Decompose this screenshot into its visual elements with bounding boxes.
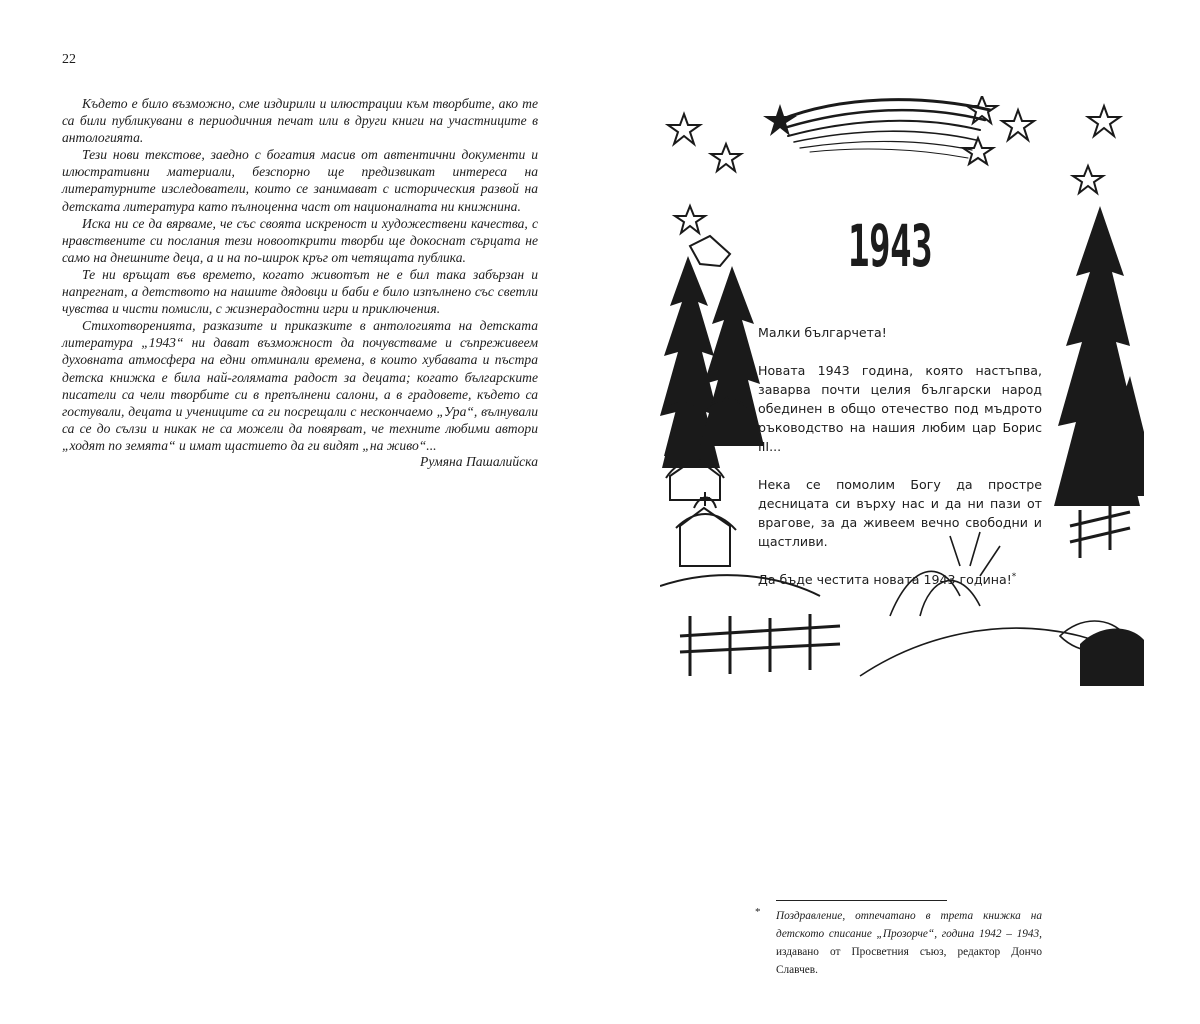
paragraph: Стихотворенията, разказите и приказките в антологията на детската литература „1943“ ни дават възможност да почувстваме и съпреживеем духовната атмосфера на едни отминали времена, в които хубавата и пъстра детска книжка е била най-голямата радост за децата; когато българските писатели са чели творбите си в препълнени салони, а в градовете, където са гостували, децата и учениците са ги посрещали с нескончаемо „Ура“, вълнували са се до сълзи и никак не са можели да повярват, че техните любими автори „ходят по земята“ и имат щастието да ги видят „на живо“... xyxy=(62,318,538,453)
intro-text xyxy=(62,95,538,454)
footnote-intro: Поздравление, отпечатано в трета книжка на детското списание „Прозорче“, година 1942 – 1943, xyxy=(776,910,1042,940)
author-signature: Румяна Пашалийска xyxy=(420,454,538,469)
paragraph: Те ни връщат във времето, когато животът не е бил така забързан и напрегнат, а детството на нашите дядовци и баби е било изпълнено със светли чувства и чисти помисли, с жизнерадостни игри и приключения. xyxy=(62,266,538,317)
footnote-rest: издавано от Просветния съюз, редактор Дончо Славчев. xyxy=(776,946,1042,976)
footnote xyxy=(776,907,1042,979)
paragraph: Иска ни се да вярваме, че със своята искреност и художествени качества, с нравствените си послания тези новооткрити творби ще докоснат сърцата не само на днешните деца, а и на по-широк кръг от четящата публика. xyxy=(62,215,538,265)
new-year-greeting xyxy=(758,323,1042,608)
star-icon xyxy=(763,104,797,136)
paragraph: Тези нови текстове, заедно с богатия масив от автентични документи и илюстративни материали, безспорно ще предизвикат интереса на литературните изследователи, които се занимават с историческия развой на детската литература като пълноценна част от националната ни книжнина. xyxy=(62,147,538,214)
greeting-closing-text: Да бъде честита новата 1943 година! xyxy=(758,572,1012,587)
footnote-divider xyxy=(776,900,947,901)
greeting-closing xyxy=(758,570,1042,589)
page-number: 22 xyxy=(62,52,76,67)
paragraph: Където е било възможно, сме издирили и илюстрации към творбите, ако те са били публикувани в периодичния печат или в други книги на участниците в антологията. xyxy=(62,96,538,146)
footnote-reference: * xyxy=(1011,571,1017,582)
year-title: 1943 xyxy=(847,212,933,280)
greeting-paragraph: Новата 1943 година, която настъпва, заварва почти целия български народ обединен в общо отечество под мъдрото ръководство на нашия любим цар Борис III... xyxy=(758,363,1042,454)
footnote-marker: * xyxy=(755,906,761,918)
greeting-salutation: Малки българчета! xyxy=(758,325,887,340)
greeting-paragraph: Нека се помолим Богу да простре десницата си върху нас и да ни пази от врагове, за да живеем вечно свободни и щастливи. xyxy=(758,477,1042,549)
